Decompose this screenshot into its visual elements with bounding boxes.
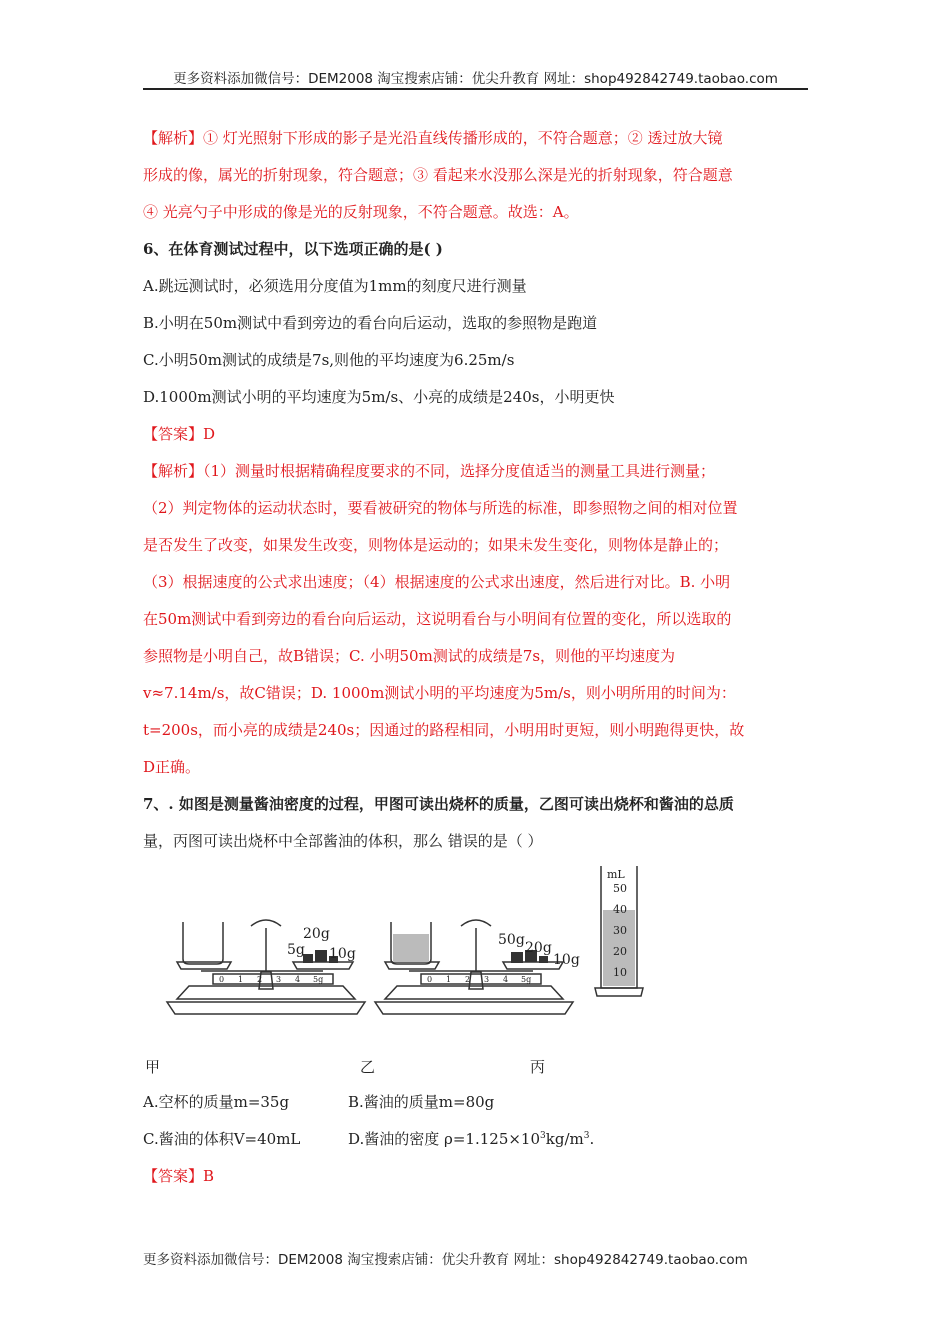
tick-label: 2 — [257, 975, 263, 984]
q7-figure — [143, 864, 808, 1054]
tick-label: 0 — [219, 975, 225, 984]
analysis-line: （2）判定物体的运动状态时，要看被研究的物体与所选的标准，即参照物之间的相对位置 — [143, 499, 738, 517]
analysis-line: D正确。 — [143, 758, 201, 776]
weight-label: 10g — [553, 952, 580, 968]
tick-label: 40 — [613, 903, 627, 916]
scale-ticks-yi — [427, 975, 531, 984]
analysis-line: 【解析】（1）测量时根据精确程度要求的不同，选择分度值适当的测量工具进行测量； — [143, 462, 716, 480]
q6-option-a: A.跳远测试时，必须选用分度值为1mm的刻度尺进行测量 — [143, 277, 527, 295]
q6-option-d: D.1000m测试小明的平均速度为5m/s、小亮的成绩是240s，小明更快 — [143, 388, 615, 406]
tick-label: 50 — [613, 882, 627, 895]
tick-label: 1 — [238, 975, 244, 984]
q6-stem: 6、在体育测试过程中，以下选项正确的是( ) — [143, 240, 443, 258]
tick-label: 10 — [613, 966, 627, 979]
page-header: 更多资料添加微信号：DEM2008 淘宝搜索店铺：优尖升教育 网址：shop492842749.taobao.com — [173, 71, 778, 87]
option-d-end: . — [589, 1130, 595, 1148]
q5-analysis — [143, 120, 808, 231]
page-content — [143, 120, 808, 1195]
analysis-line: （3）根据速度的公式求出速度；（4）根据速度的公式求出速度，然后进行对比。B. 小明 — [143, 573, 731, 591]
balance-and-cylinder-illustration — [143, 864, 808, 1054]
figure-label-jia: 甲 — [145, 1058, 161, 1076]
analysis-line: v≈7.14m/s，故C错误；D. 1000m测试小明的平均速度为5m/s，则小明所用的时间为： — [143, 684, 736, 702]
cylinder-unit: mL — [607, 868, 625, 881]
soy-sauce-fill — [393, 934, 429, 962]
q7-stem-line1: 7、. 如图是测量酱油密度的过程，甲图可读出烧杯的质量，乙图可读出烧杯和酱油的总质 — [143, 795, 734, 813]
tick-label: 20 — [613, 945, 627, 958]
analysis-line: ④ 光亮勺子中形成的像是光的反射现象，不符合题意。故选：A。 — [143, 203, 579, 221]
weight-label: 5g — [287, 942, 305, 958]
tick-label: 3 — [484, 975, 490, 984]
analysis-line: 是否发生了改变，如果发生改变，则物体是运动的；如果未发生变化，则物体是静止的； — [143, 536, 729, 554]
q7-option-a: A.空杯的质量m=35g — [143, 1093, 290, 1111]
tick-label: 0 — [427, 975, 433, 984]
tick-label: 2 — [465, 975, 471, 984]
analysis-line: 在50m测试中看到旁边的看台向后运动，这说明看台与小明间有位置的变化，所以选取的 — [143, 610, 732, 628]
weight-label: 20g — [525, 940, 552, 956]
q7-answer: 【答案】B — [143, 1167, 215, 1185]
tick-label: 5g — [313, 975, 324, 984]
q7-figure-labels — [143, 1054, 808, 1084]
q7-option-b: B.酱油的质量m=80g — [348, 1093, 495, 1111]
q7-option-c: C.酱油的体积V=40mL — [143, 1130, 301, 1148]
tick-label: 4 — [503, 975, 509, 984]
q7-option-d — [348, 1121, 594, 1158]
tick-label: 30 — [613, 924, 627, 937]
q7-options-row1 — [143, 1084, 808, 1121]
q6-option-b: B.小明在50m测试中看到旁边的看台向后运动，选取的参照物是跑道 — [143, 314, 598, 332]
tick-label: 1 — [446, 975, 452, 984]
page-footer: 更多资料添加微信号：DEM2008 淘宝搜索店铺：优尖升教育 网址：shop492842749.taobao.com — [143, 1252, 748, 1268]
tick-label: 5g — [521, 975, 532, 984]
q7-options-row2 — [143, 1121, 808, 1158]
tick-label: 4 — [295, 975, 301, 984]
weight-label: 20g — [303, 926, 330, 942]
exponent: 3 — [583, 1131, 590, 1141]
option-d-unit: kg/m — [545, 1130, 584, 1148]
header-divider — [143, 88, 808, 90]
analysis-line: 参照物是小明自己，故B错误；C. 小明50m测试的成绩是7s，则他的平均速度为 — [143, 647, 676, 665]
q7-stem-line2: 量，丙图可读出烧杯中全部酱油的体积，那么 错误的是（ ） — [143, 832, 543, 850]
q6-analysis — [143, 453, 808, 786]
analysis-line: 形成的像，属光的折射现象，符合题意；③ 看起来水没那么深是光的折射现象，符合题意 — [143, 166, 733, 184]
balance-jia — [167, 920, 365, 1014]
q6-option-c: C.小明50m测试的成绩是7s,则他的平均速度为6.25m/s — [143, 351, 515, 369]
analysis-line: t=200s，而小亮的成绩是240s；因通过的路程相同，小明用时更短，则小明跑得更快，故 — [143, 721, 745, 739]
option-d-text: D.酱油的密度 ρ=1.125×10 — [348, 1130, 541, 1148]
q6-answer: 【答案】D — [143, 425, 216, 443]
exponent: 3 — [540, 1131, 546, 1141]
figure-label-bing: 丙 — [530, 1058, 546, 1076]
figure-label-yi: 乙 — [360, 1058, 376, 1076]
tick-label: 3 — [276, 975, 282, 984]
weight-label: 10g — [329, 946, 356, 962]
analysis-line: 【解析】① 灯光照射下形成的影子是光沿直线传播形成的，不符合题意；② 透过放大镜 — [143, 129, 723, 147]
weight-label: 50g — [498, 932, 525, 948]
